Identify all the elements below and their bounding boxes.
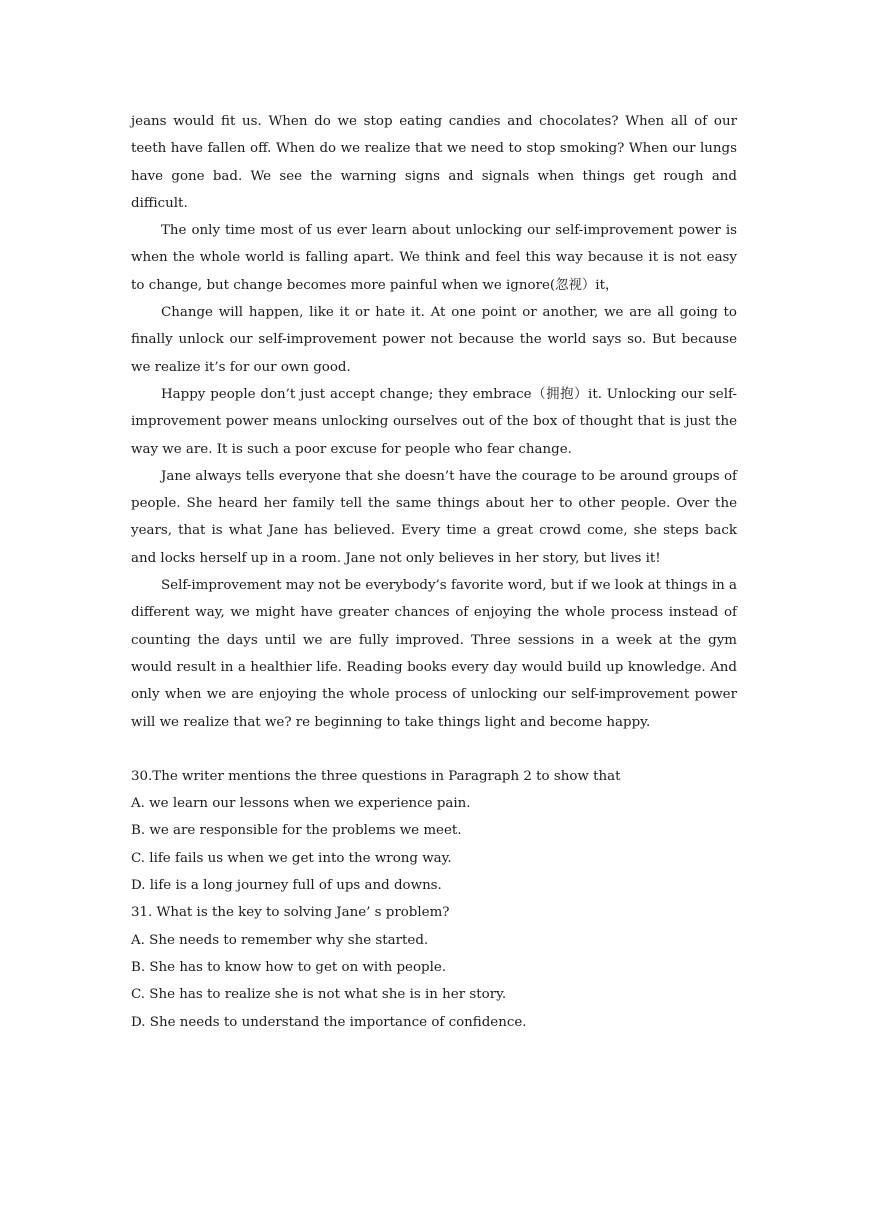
- question-stem: 30.The writer mentions the three questions in Paragraph 2 to show that: [131, 768, 621, 784]
- passage-paragraph-5: Jane always tells everyone that she doesn’t have the courage to be around groups of people. She heard her family tell the same things about her to other people. Over the years, that is what Jane has believed. Every time a great crowd come, she steps back and locks herself up in a room. Jane not only believes in her story, but lives it!: [131, 468, 737, 566]
- option-a: A. She needs to remember why she started.: [131, 932, 429, 948]
- question-stem: 31. What is the key to solving Jane’ s problem?: [131, 905, 450, 921]
- option-d: D. life is a long journey full of ups and downs.: [131, 878, 442, 894]
- option-a: A. we learn our lessons when we experience pain.: [131, 796, 471, 812]
- option-b: B. we are responsible for the problems we meet.: [131, 823, 462, 839]
- passage-paragraph-1: jeans would fit us. When do we stop eating candies and chocolates? When all of our teeth have fallen off. When do we realize that we need to stop smoking? When our lungs have gone bad. We see the warning signs and signals when things get rough and difficult.: [131, 114, 737, 211]
- question-list: [131, 763, 737, 1036]
- option-d: D. She needs to understand the importance of confidence.: [131, 1014, 527, 1030]
- passage-paragraph-3: Change will happen, like it or hate it. At one point or another, we are all going to finally unlock our self-improvement power not because the world says so. But because we realize it’s for our own good.: [131, 305, 737, 375]
- passage-paragraph-6: Self-improvement may not be everybody’s favorite word, but if we look at things in a different way, we might have greater chances of enjoying the whole process instead of counting the days until we are fully improved. Three sessions in a week at the gym would result in a healthier life. Reading books every day would build up knowledge. And only when we are enjoying the whole process of unlocking our self-improvement power will we realize that we? re beginning to take things light and become happy.: [131, 578, 737, 730]
- section-spacer: [131, 736, 737, 763]
- question-30: [131, 763, 737, 899]
- document-page: [131, 108, 737, 1036]
- passage-paragraph-4: Happy people don’t just accept change; they embrace（拥抱）it. Unlocking our self-improvement power means unlocking ourselves out of the box of thought that is just the way we are. It is such a poor excuse for people who fear change.: [131, 386, 737, 457]
- option-b: B. She has to know how to get on with people.: [131, 959, 447, 975]
- reading-passage: [131, 108, 737, 736]
- question-31: [131, 899, 737, 1035]
- option-c: C. life fails us when we get into the wrong way.: [131, 850, 452, 866]
- passage-paragraph-2: The only time most of us ever learn about unlocking our self-improvement power is when the whole world is falling apart. We think and feel this way because it is not easy to change, but change becomes more painful when we ignore(忽视）it，: [131, 223, 737, 293]
- option-c: C. She has to realize she is not what she is in her story.: [131, 987, 507, 1003]
